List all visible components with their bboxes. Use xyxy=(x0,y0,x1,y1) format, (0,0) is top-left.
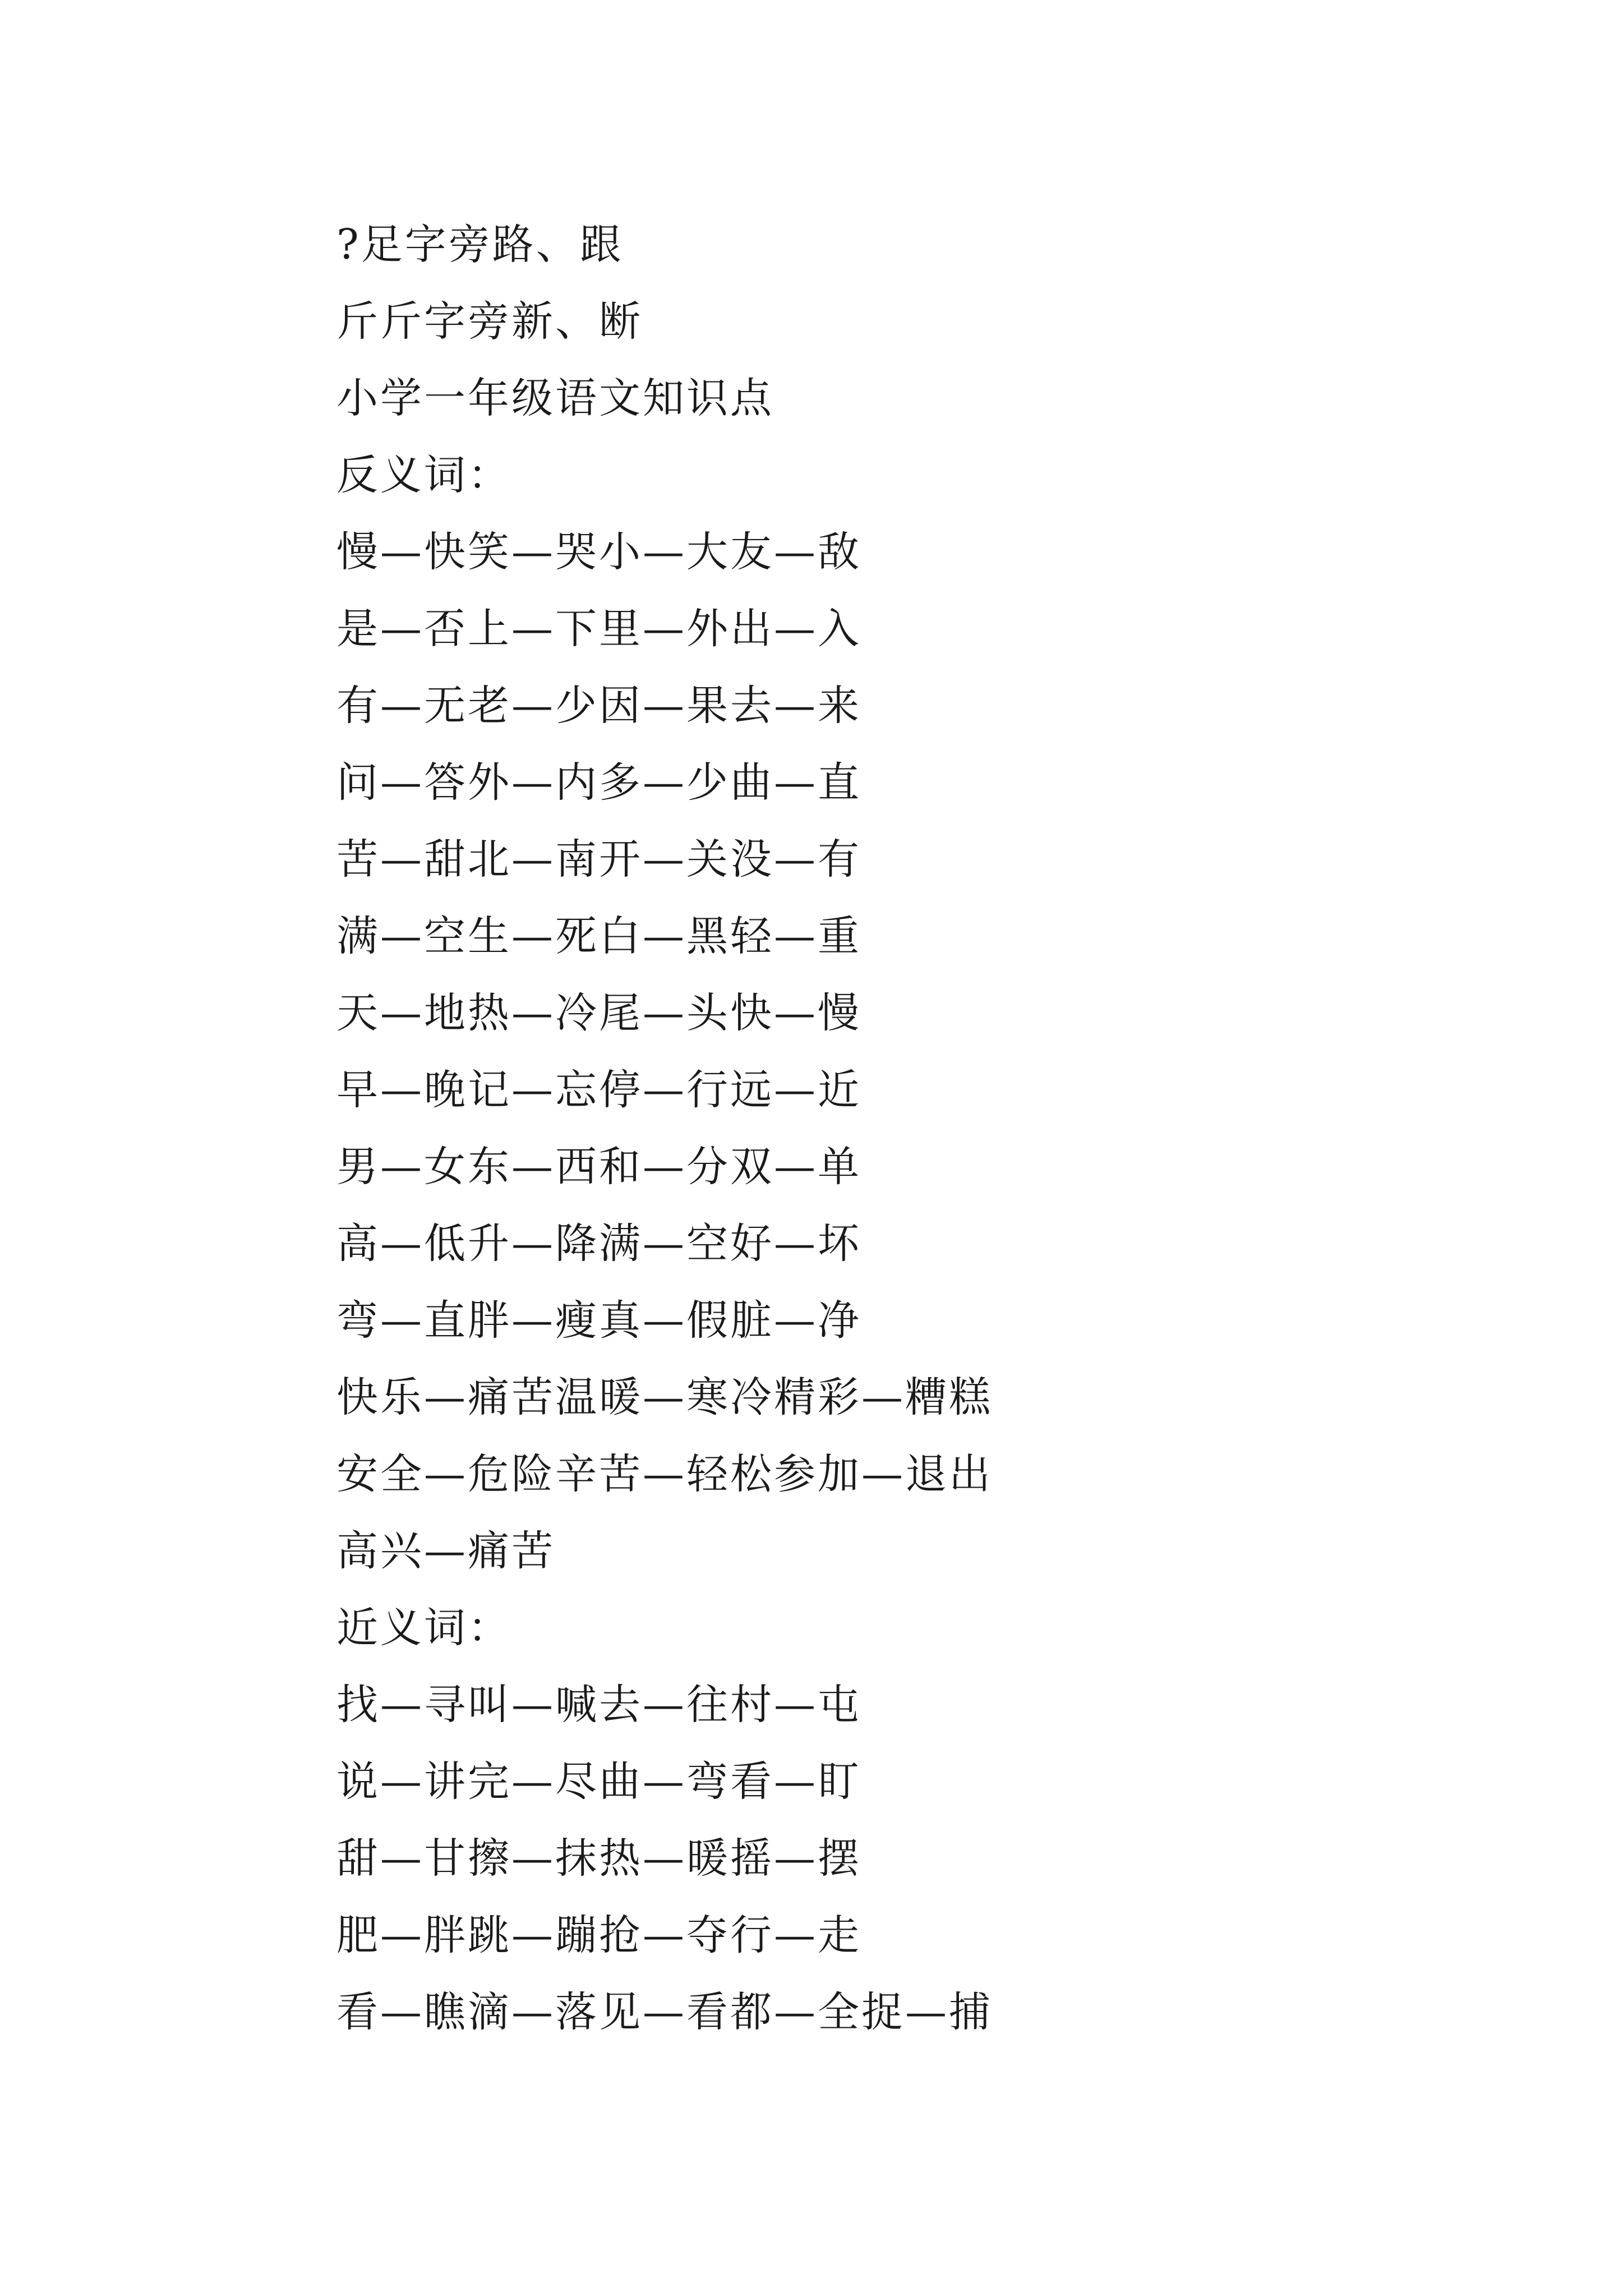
text-line: 弯—直胖—瘦真—假脏—净 xyxy=(336,1296,861,1345)
text-line: 斤斤字旁新、断 xyxy=(336,297,643,346)
text-line: 满—空生—死白—黑轻—重 xyxy=(336,912,861,960)
text-line: 安全—危险辛苦—轻松参加—退出 xyxy=(336,1450,993,1498)
text-line: 慢—快笑—哭小—大友—敌 xyxy=(336,528,861,576)
text-line: 苦—甜北—南开—关没—有 xyxy=(336,835,861,884)
text-line: 高—低升—降满—空好—坏 xyxy=(336,1220,861,1268)
text-line: 问—答外—内多—少曲—直 xyxy=(336,758,861,807)
text-line: 肥—胖跳—蹦抢—夺行—走 xyxy=(336,1911,861,1959)
text-line: 甜—甘擦—抹热—暖摇—摆 xyxy=(336,1834,861,1883)
text-body xyxy=(336,213,1514,2058)
section-title: 小学一年级语文知识点 xyxy=(336,374,774,422)
section-heading-antonyms: 反义词： xyxy=(336,451,511,499)
text-line: 看—瞧滴—落见—看都—全捉—捕 xyxy=(336,1988,993,2036)
text-line: 快乐—痛苦温暖—寒冷精彩—糟糕 xyxy=(336,1373,993,1421)
text-line: 有—无老—少因—果去—来 xyxy=(336,682,861,730)
text-line: 男—女东—西和—分双—单 xyxy=(336,1143,861,1191)
text-line: 天—地热—冷尾—头快—慢 xyxy=(336,989,861,1037)
text-line: 是—否上—下里—外出—入 xyxy=(336,605,861,653)
text-line: 说—讲完—尽曲—弯看—盯 xyxy=(336,1757,861,1806)
text-line: ?足字旁路、跟 xyxy=(336,220,624,269)
text-line: 找—寻叫—喊去—往村—屯 xyxy=(336,1681,861,1729)
text-line: 早—晚记—忘停—行远—近 xyxy=(336,1066,861,1114)
text-line: 高兴—痛苦 xyxy=(336,1527,555,1575)
section-heading-synonyms: 近义词： xyxy=(336,1604,511,1652)
